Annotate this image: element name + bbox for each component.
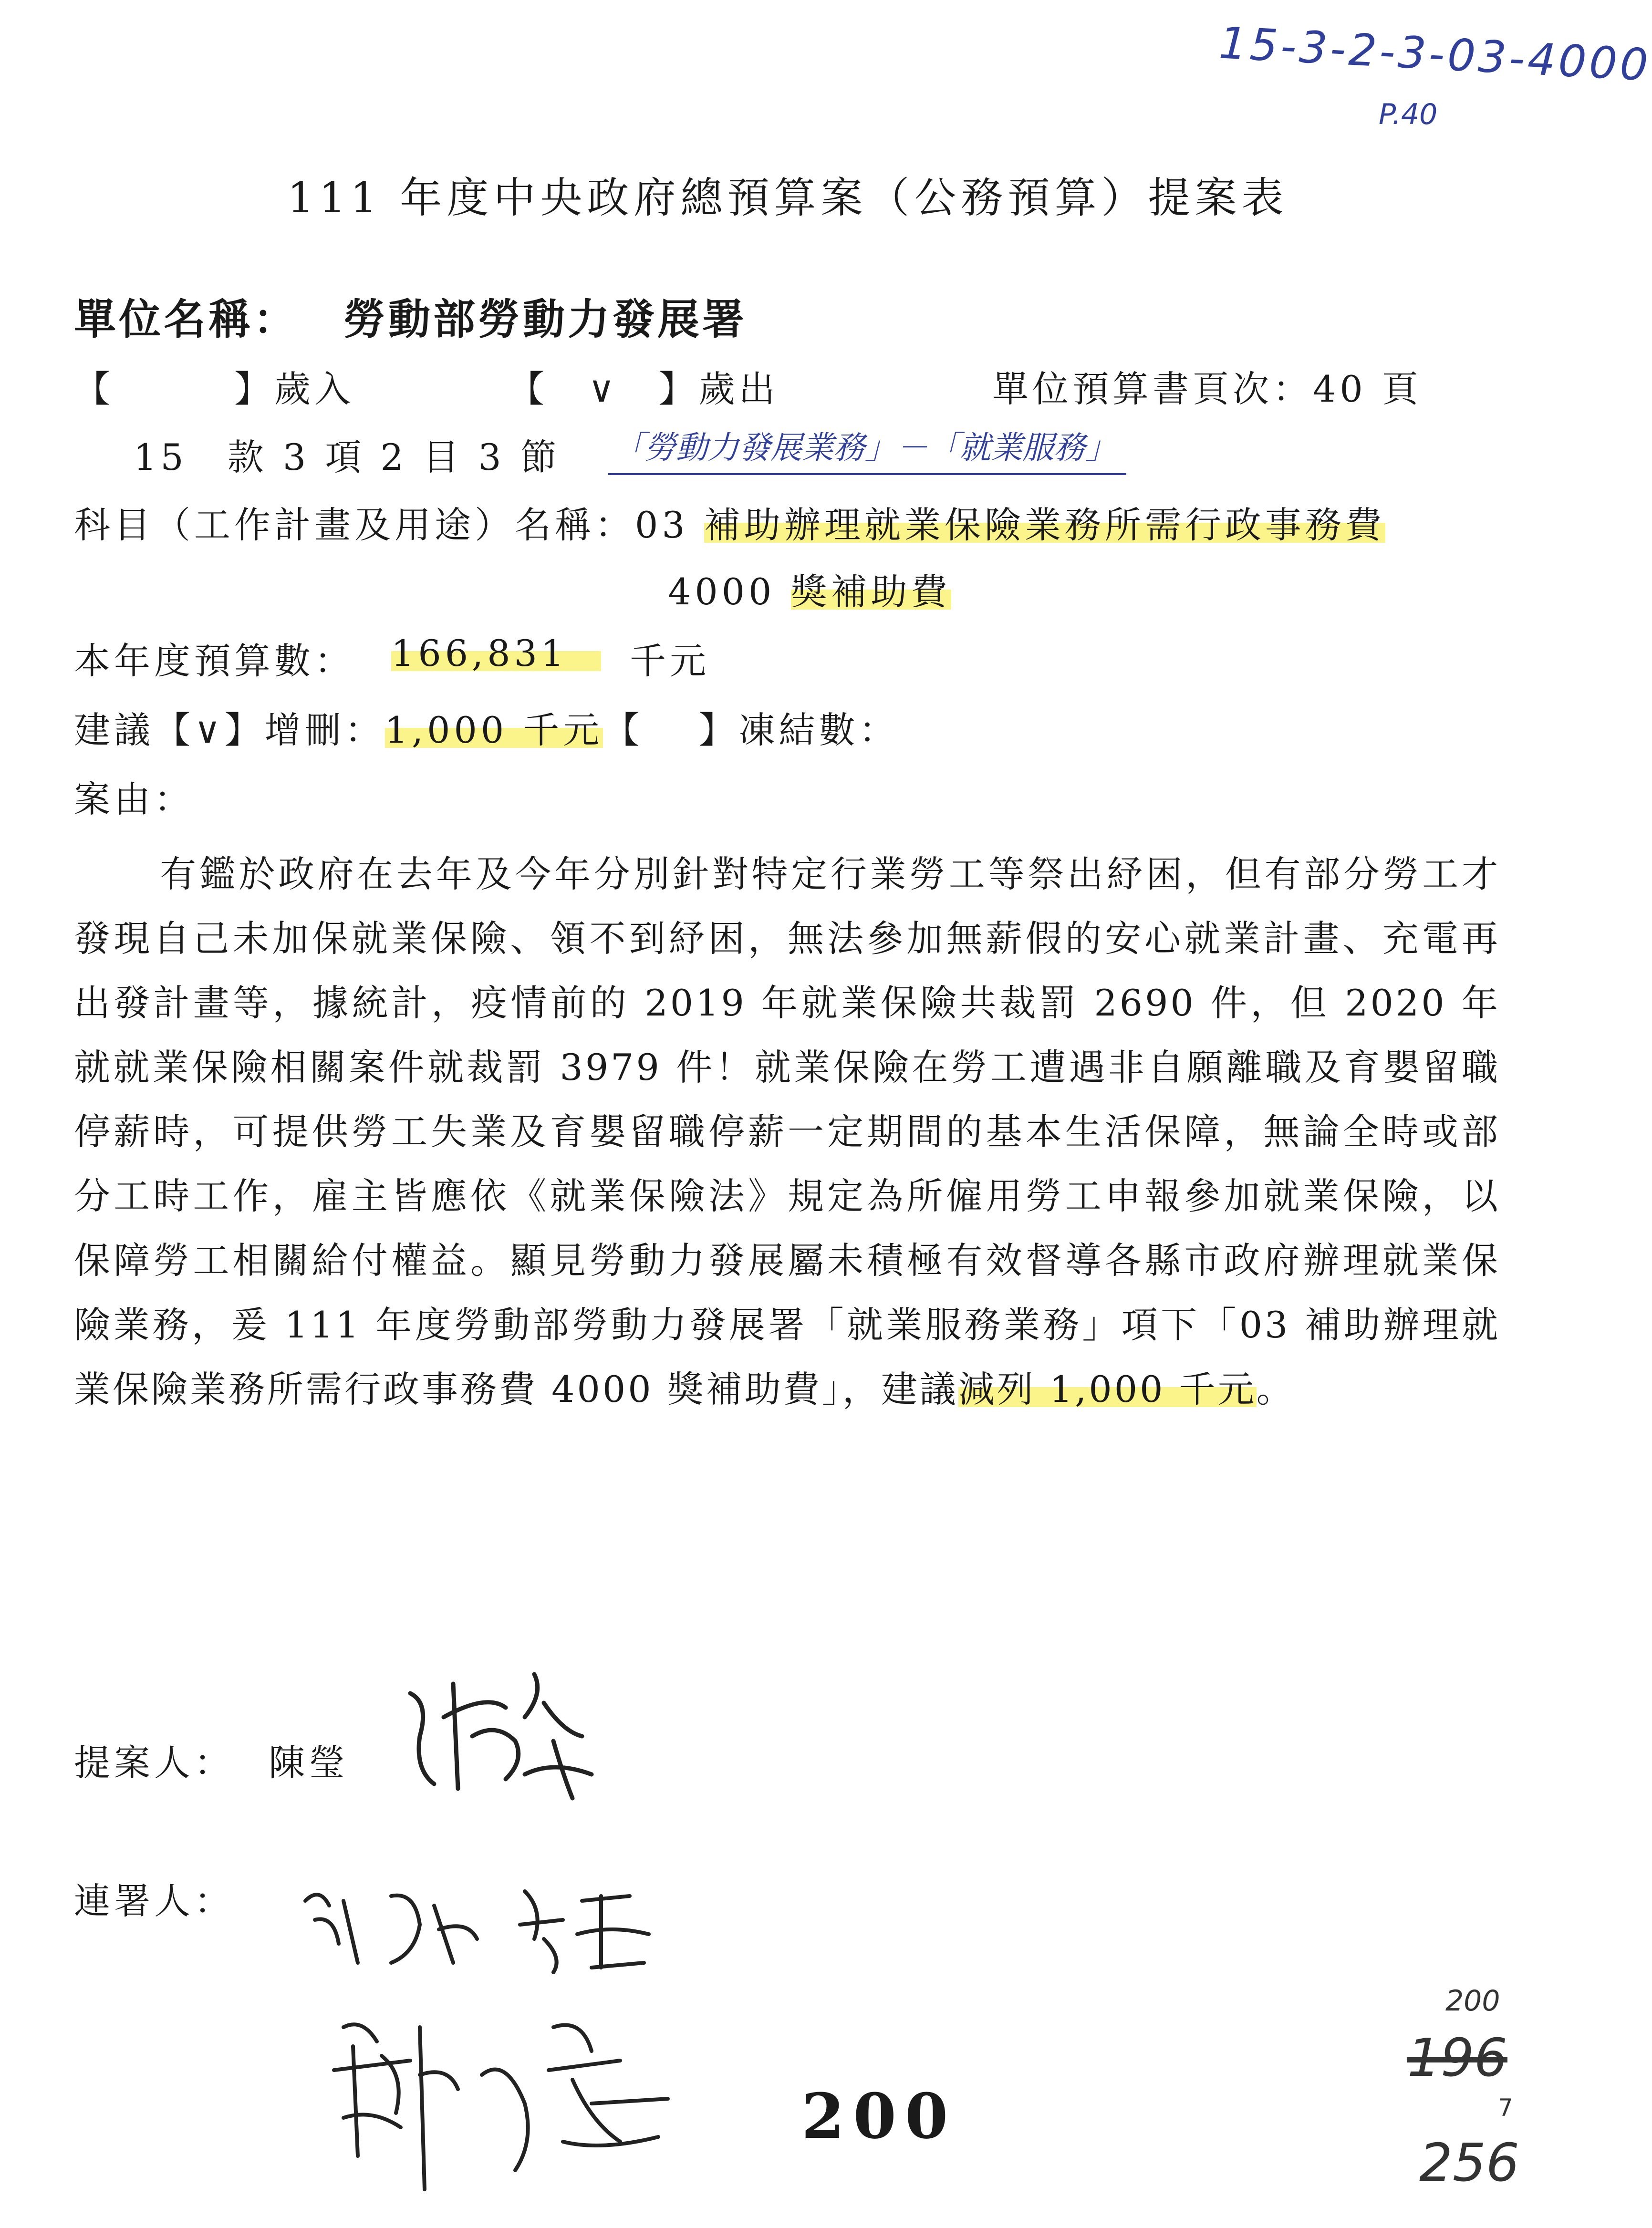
revenue-checkbox: 【 】 — [74, 368, 274, 410]
handwritten-page-note: P.40 — [1379, 98, 1438, 131]
handwritten-tally-3: 256 — [1419, 2132, 1519, 2193]
proposer-name: 陳瑩 — [269, 1741, 349, 1784]
subject-line-2 — [668, 563, 951, 615]
expenditure-checkbox-row — [508, 360, 779, 412]
page-stamp-number: 200 — [801, 2080, 957, 2153]
reason-highlighted-amount: 減列 1,000 千元 — [958, 1368, 1257, 1410]
handwritten-tally-1: 200 — [1445, 1984, 1500, 2018]
proposal-amount: 1,000 千元 — [384, 709, 603, 751]
handwritten-section-note: 「勞動力發展業務」－「就業服務」 — [608, 422, 1126, 475]
reason-end: 。 — [1256, 1368, 1295, 1410]
cosigner-label: 連署人： — [74, 1880, 234, 1922]
proposal-prefix: 建議【∨】增刪： — [74, 709, 385, 751]
reason-body — [74, 842, 1500, 1421]
reason-label: 案由： — [74, 778, 194, 820]
budget-value: 166,831 — [391, 632, 601, 674]
subject-code: 03 — [635, 504, 689, 546]
subject-line2-code: 4000 — [668, 570, 776, 613]
expenditure-checkbox: 【 ∨ 】 — [508, 368, 699, 410]
cosigner-signature-1-icon — [296, 1872, 668, 1977]
expenditure-label: 歲出 — [698, 368, 779, 410]
subject-label: 科目（工作計畫及用途）名稱： — [74, 504, 635, 546]
subject-name: 補助辦理就業保險業務所需行政事務費 — [704, 504, 1385, 546]
freeze-label: 凍結數： — [738, 709, 899, 751]
handwritten-reference-code: 15-3-2-3-03-4000 — [1217, 17, 1652, 91]
budget-label: 本年度預算數： — [74, 640, 354, 682]
proposer-line — [74, 1734, 349, 1786]
subject-line — [74, 496, 1385, 548]
budget-book-page-ref: 單位預算書頁次：40 頁 — [992, 368, 1422, 410]
budget-line — [74, 632, 354, 684]
proposal-line — [74, 701, 899, 753]
cosigner-signature-2-icon — [324, 1999, 696, 2208]
freeze-checkbox: 【 】 — [603, 709, 739, 751]
proposer-signature-icon — [401, 1665, 601, 1808]
handwritten-tally-2: 196 — [1407, 2027, 1507, 2088]
budget-sections: 15 款 3 項 2 目 3 節 — [134, 436, 561, 478]
reason-text: 有鑑於政府在去年及今年分別針對特定行業勞工等祭出紓困，但有部分勞工才發現自己未加保就業保險、領不到紓困，無法參加無薪假的安心就業計畫、充電再出發計畫等，據統計，疫情前的 2019 年就業保險共裁罰 2690 件，但 2020 年就就業保險相關案件就裁罰 3979 件！就業保險在勞工遭遇非自願離職及育嬰留職停薪時，可提供勞工失業及育嬰留職停薪一定期間的基本生活保障，無論全時或部分工時工作，雇主皆應依《就業保險法》規定為所僱用勞工申報參加就業保險，以保障勞工相關給付權益。顯見勞動力發展屬未積極有效督導各縣市政府辦理就業保險業務，爰 111 年度勞動部勞動力發展署「就業服務業務」項下「03 補助辦理就業保險業務所需行政事務費 4000 獎補助費」，建議 — [74, 853, 1500, 1410]
document-title: 111 年度中央政府總預算案（公務預算）提案表 — [287, 173, 1288, 222]
unit-name-value: 勞動部勞動力發展署 — [343, 294, 748, 344]
subject-line2-name: 獎補助費 — [790, 570, 951, 613]
revenue-label: 歲入 — [274, 368, 354, 410]
unit-name-label: 單位名稱： — [74, 294, 299, 344]
proposer-label: 提案人： — [74, 1741, 234, 1784]
revenue-checkbox-row — [74, 360, 354, 412]
handwritten-small-number: 7 — [1498, 2094, 1513, 2122]
budget-unit: 千元 — [630, 640, 710, 682]
